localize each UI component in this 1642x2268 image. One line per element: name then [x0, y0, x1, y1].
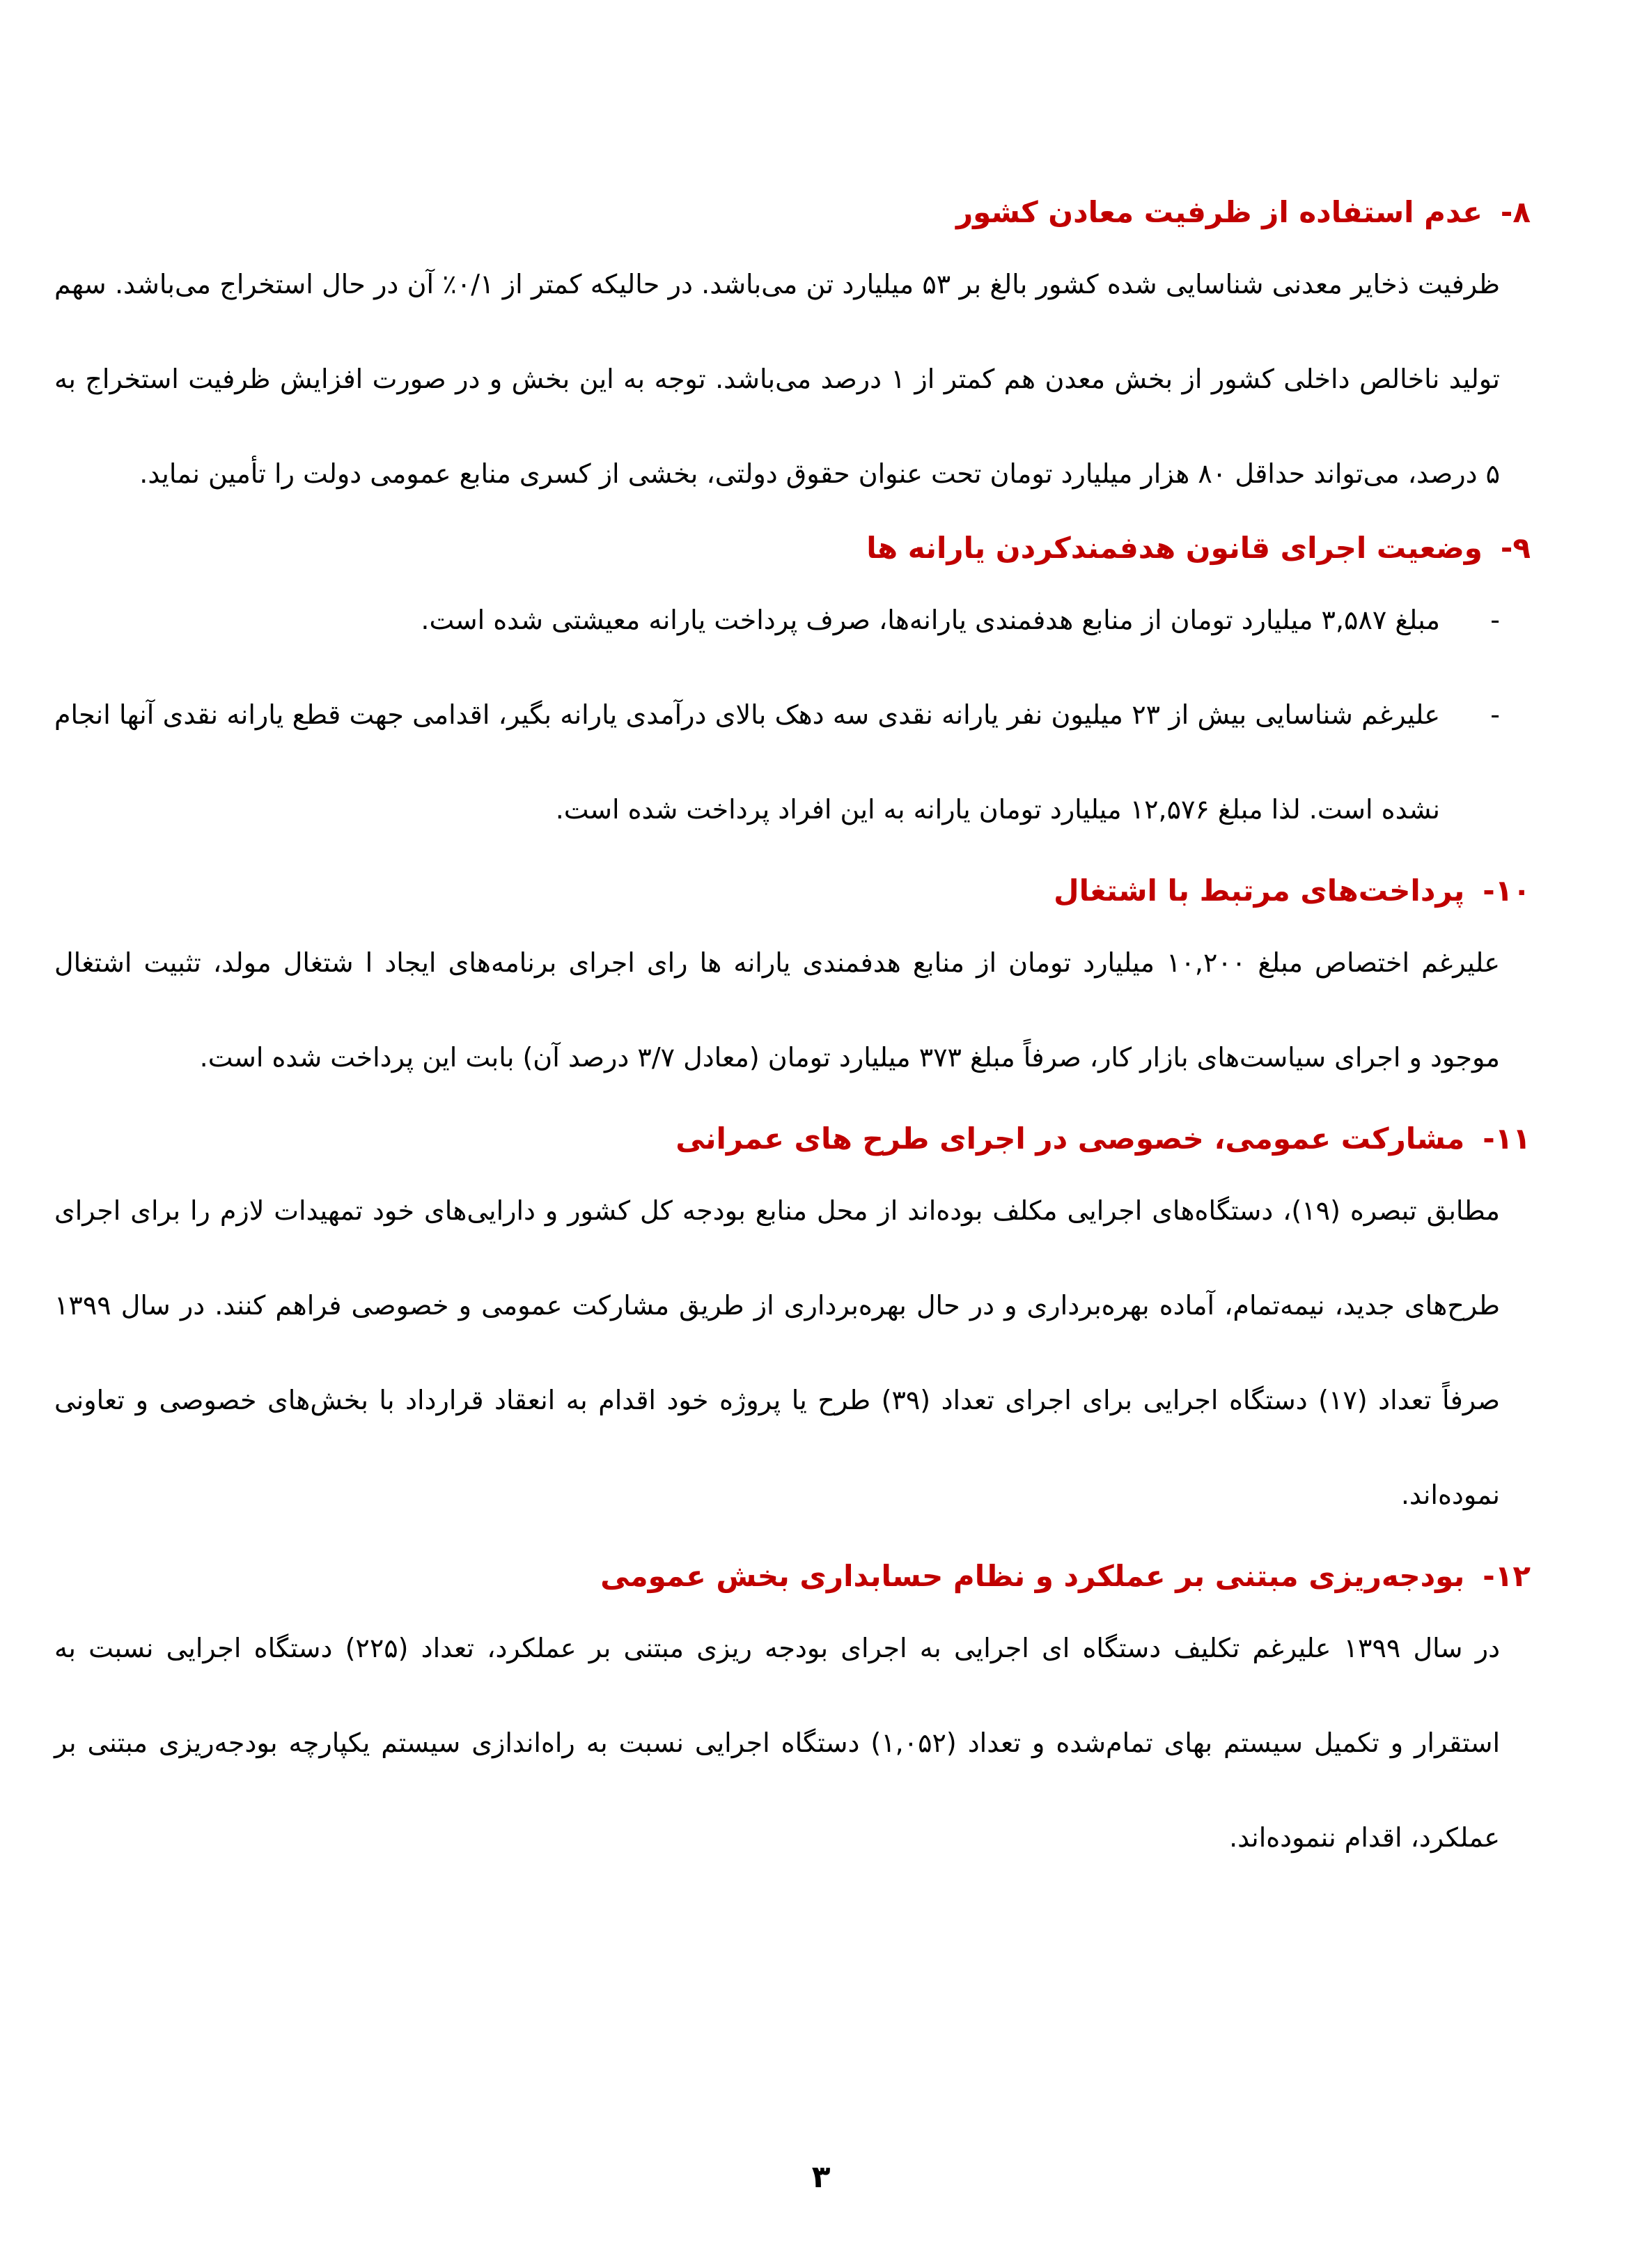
section-paragraph: علیرغم اختصاص مبلغ ۱۰,۲۰۰ میلیارد تومان از منابع هدفمندی یارانه ها رای اجرای برنامه‌های ایجاد ا شتغال مولد، تثبیت اشتغال موجود و اجرای سیاست‌های بازار کار، صرفاً مبلغ ۳۷۳ میلیارد تومان (معادل ۳/۷ درصد آن) بابت این پرداخت شده است. — [54, 947, 1500, 1073]
dash-bullet-icon: - — [1490, 605, 1500, 635]
section-heading — [54, 1114, 1531, 1163]
list-item-text: علیرغم شناسایی بیش از ۲۳ میلیون نفر یارانه نقدی سه دهک بالای درآمدی یارانه بگیر، اقدامی جهت قطع یارانه نقدی آنها انجام نشده است. لذا مبلغ ۱۲,۵۷۶ میلیارد تومان یارانه به این افراد پرداخت شده است. — [54, 699, 1441, 825]
section-number: ۱۰- — [1483, 873, 1531, 908]
section-title: پرداخت‌های مرتبط با اشتغال — [1054, 873, 1465, 908]
section-heading — [54, 1552, 1531, 1601]
section-heading — [54, 524, 1531, 573]
list-item — [54, 573, 1531, 667]
section-paragraph: در سال ۱۳۹۹ علیرغم تکلیف دستگاه ای اجرایی به اجرای بودجه ریزی مبتنی بر عملکرد، تعداد (۲۲۵) دستگاه اجرایی نسبت به استقرار و تکمیل سیستم بهای تمام‌شده و تعداد (۱,۰۵۲) دستگاه اجرایی نسبت به راه‌اندازی سیستم یکپارچه بودجه‌ریزی مبتنی بر عملکرد، اقدام ننموده‌اند. — [54, 1633, 1500, 1853]
section-number: ۹- — [1500, 531, 1531, 565]
section-title: مشارکت عمومی، خصوصی در اجرای طرح های عمرانی — [675, 1121, 1465, 1156]
list-item — [54, 667, 1531, 857]
section-10 — [54, 867, 1531, 1105]
section-heading — [54, 188, 1531, 237]
page-number: ۳ — [811, 2159, 831, 2195]
section-11 — [54, 1114, 1531, 1542]
section-title: بودجه‌ریزی مبتنی بر عملکرد و نظام حسابداری بخش عمومی — [600, 1559, 1465, 1593]
section-12 — [54, 1552, 1531, 1885]
section-number: ۱۱- — [1483, 1121, 1531, 1156]
section-heading — [54, 867, 1531, 915]
section-paragraph: ظرفیت ذخایر معدنی شناسایی شده کشور بالغ بر ۵۳ میلیارد تن می‌باشد. در حالیکه کمتر از ۰/۱٪ آن در حال استخراج می‌باشد. سهم تولید ناخالص داخلی کشور از بخش معدن هم کمتر از ۱ درصد می‌باشد. توجه به این بخش و در صورت افزایش ظرفیت استخراج به ۵ درصد، می‌تواند حداقل ۸۰ هزار میلیارد تومان تحت عنوان حقوق دولتی، بخشی از کسری منابع عمومی دولت را تأمین نماید. — [54, 269, 1500, 489]
section-paragraph: مطابق تبصره (۱۹)، دستگاه‌های اجرایی مکلف بوده‌اند از محل منابع بودجه کل کشور و دارایی‌های خود تمهیدات لازم را برای اجرای طرح‌های جدید، نیمه‌تمام، آماده بهره‌برداری و در حال بهره‌برداری از طریق مشارکت عمومی و خصوصی فراهم کنند. در سال ۱۳۹۹ صرفاً تعداد (۱۷) دستگاه اجرایی برای اجرای تعداد (۳۹) طرح یا پروژه خود اقدام به انعقاد قرارداد با بخش‌های خصوصی و تعاونی نموده‌اند. — [54, 1195, 1501, 1510]
dash-bullet-icon: - — [1490, 699, 1500, 730]
section-8 — [54, 188, 1531, 521]
section-9 — [54, 524, 1531, 857]
page-content — [54, 188, 1531, 1885]
bullet-list — [54, 573, 1531, 857]
section-number: ۸- — [1500, 195, 1531, 229]
list-item-text: مبلغ ۳,۵۸۷ میلیارد تومان از منابع هدفمندی یارانه‌ها، صرف پرداخت یارانه معیشتی شده است. — [421, 605, 1440, 635]
section-number: ۱۲- — [1483, 1559, 1531, 1593]
section-title: عدم استفاده از ظرفیت معادن کشور — [955, 195, 1483, 229]
section-title: وضعیت اجرای قانون هدفمندکردن یارانه ها — [866, 531, 1483, 565]
